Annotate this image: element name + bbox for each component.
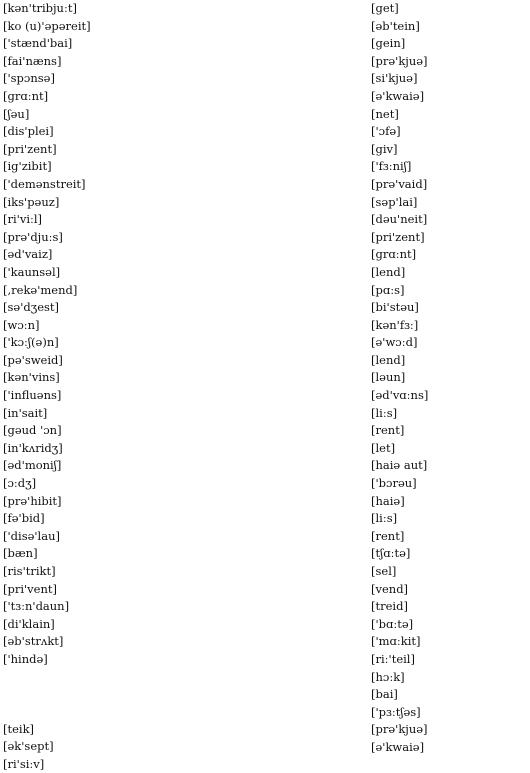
phonetic-entry: ['mɑːkit] xyxy=(371,634,421,649)
phonetic-entry: [teik] xyxy=(3,721,35,736)
phonetic-entry: [kən'tribjuːt] xyxy=(3,1,77,15)
phonetic-entry: [tʃɑːtə] xyxy=(371,546,411,561)
phonetic-entry: [pri'vent] xyxy=(3,581,58,596)
phonetic-entry: [pri'zent] xyxy=(3,141,57,156)
phonetic-entry: [prə'kjuə] xyxy=(371,53,428,68)
phonetic-entry: [ɔːdʒ] xyxy=(3,476,37,491)
phonetic-entry: [dəu'neit] xyxy=(371,212,428,227)
phonetic-entry: [bai] xyxy=(371,687,398,702)
phonetic-entry: [haiə aut] xyxy=(371,458,428,473)
phonetic-entry: ['bɔrəu] xyxy=(371,476,417,491)
phonetic-entry: ['bɑːtə] xyxy=(371,616,414,631)
phonetic-entry: [ə'wɔːd] xyxy=(371,335,418,350)
phonetic-entry: [di'klain] xyxy=(3,616,55,631)
phonetic-entry: [bæn] xyxy=(3,546,38,561)
group-spacer xyxy=(3,669,91,721)
phonetic-entry: [prə'vaid] xyxy=(371,176,428,191)
phonetic-entry: [liːs] xyxy=(371,405,398,420)
phonetic-entry: [haiə] xyxy=(371,493,405,508)
phonetic-entry: [pri'zent] xyxy=(371,229,425,244)
phonetic-entry: [ə'kwaiə] xyxy=(371,739,425,754)
phonetic-entry: [net] xyxy=(371,106,399,121)
phonetic-entry: ['disə'lau] xyxy=(3,528,60,543)
phonetic-entry: [əd'moniʃ] xyxy=(3,458,62,473)
phonetic-entry: [ʃəu] xyxy=(3,106,30,121)
phonetic-entry: [ri'siːv] xyxy=(3,756,45,771)
phonetic-entry: [si'kjuə] xyxy=(371,71,418,86)
phonetic-entry: ['spɔnsə] xyxy=(3,71,55,86)
phonetic-entry: ['kɔːʃ(ə)n] xyxy=(3,335,59,350)
phonetic-entry: [rent] xyxy=(371,528,405,543)
phonetic-entry: ['tɜːn'daun] xyxy=(3,599,70,614)
phonetic-entry: [,rekə'mend] xyxy=(3,282,78,297)
left-phonetic-column xyxy=(3,0,91,773)
phonetic-entry: [əd'vɑːns] xyxy=(371,388,429,403)
phonetic-entry: [əb'tein] xyxy=(371,18,420,33)
phonetic-entry: [sə'dʒest] xyxy=(3,300,60,315)
phonetic-entry: [in'sait] xyxy=(3,405,48,420)
phonetic-entry: [let] xyxy=(371,440,396,455)
phonetic-entry: [rent] xyxy=(371,423,405,438)
phonetic-entry: [hɔːk] xyxy=(371,669,405,684)
phonetic-entry: [əb'strʌkt] xyxy=(3,634,64,649)
phonetic-entry: [bi'stəu] xyxy=(371,300,419,315)
phonetic-entry: [səp'lai] xyxy=(371,194,418,209)
phonetic-entry: [lend] xyxy=(371,352,406,367)
phonetic-entry: ['ɔfə] xyxy=(371,124,401,139)
right-phonetic-column xyxy=(371,0,428,757)
phonetic-entry: [ləun] xyxy=(371,370,406,385)
phonetic-entry: [lend] xyxy=(371,264,406,279)
phonetic-entry: [treid] xyxy=(371,599,408,614)
phonetic-entry: [ig'zibit] xyxy=(3,159,52,174)
phonetic-entry: [pɑːs] xyxy=(371,282,405,297)
phonetic-entry: ['kaunsəl] xyxy=(3,264,61,279)
phonetic-entry: [dis'plei] xyxy=(3,124,54,139)
phonetic-entry: [fai'næns] xyxy=(3,53,62,68)
phonetic-entry: [kən'vins] xyxy=(3,370,60,385)
phonetic-entry: [ko (u)'əpəreit] xyxy=(3,18,91,33)
phonetic-entry: [ris'trikt] xyxy=(3,564,56,578)
phonetic-entry: [vend] xyxy=(371,581,409,596)
phonetic-entry: [gəud 'ɔn] xyxy=(3,423,62,438)
phonetic-entry: [ə'kwaiə] xyxy=(371,88,425,103)
phonetic-entry: [fə'bid] xyxy=(3,511,45,526)
phonetic-entry: [gein] xyxy=(371,36,406,51)
phonetic-entry: [kən'fɜː] xyxy=(371,317,419,332)
phonetic-entry: [riː'teil] xyxy=(371,651,415,666)
phonetic-entry: [ək'sept] xyxy=(3,739,54,754)
phonetic-entry: ['hində] xyxy=(3,651,48,666)
phonetic-entry: [ri'viːl] xyxy=(3,212,43,227)
phonetic-entry: [prə'djuːs] xyxy=(3,229,63,244)
phonetic-entry: [get] xyxy=(371,1,399,15)
phonetic-entry: [iks'pəuz] xyxy=(3,194,60,209)
phonetic-entry: ['pɜːtʃəs] xyxy=(371,704,421,719)
phonetic-entry: [in'kʌridʒ] xyxy=(3,440,63,455)
phonetic-entry: [pə'sweid] xyxy=(3,352,63,367)
phonetic-entry: ['influəns] xyxy=(3,388,62,403)
phonetic-entry: [grɑːnt] xyxy=(3,88,49,103)
phonetic-entry: [giv] xyxy=(371,141,398,156)
phonetic-entry: [prə'kjuə] xyxy=(371,722,428,737)
phonetic-entry: [liːs] xyxy=(371,511,398,526)
phonetic-entry: [prə'hibit] xyxy=(3,493,62,508)
phonetic-entry: [sel] xyxy=(371,564,397,578)
phonetic-entry: [grɑːnt] xyxy=(371,247,417,262)
phonetic-entry: ['demənstreit] xyxy=(3,176,86,191)
phonetic-entry: ['stænd'bai] xyxy=(3,36,73,51)
phonetic-entry: ['fɜːniʃ] xyxy=(371,159,412,174)
phonetic-entry: [wɔːn] xyxy=(3,317,40,332)
phonetic-entry: [əd'vaiz] xyxy=(3,247,53,262)
